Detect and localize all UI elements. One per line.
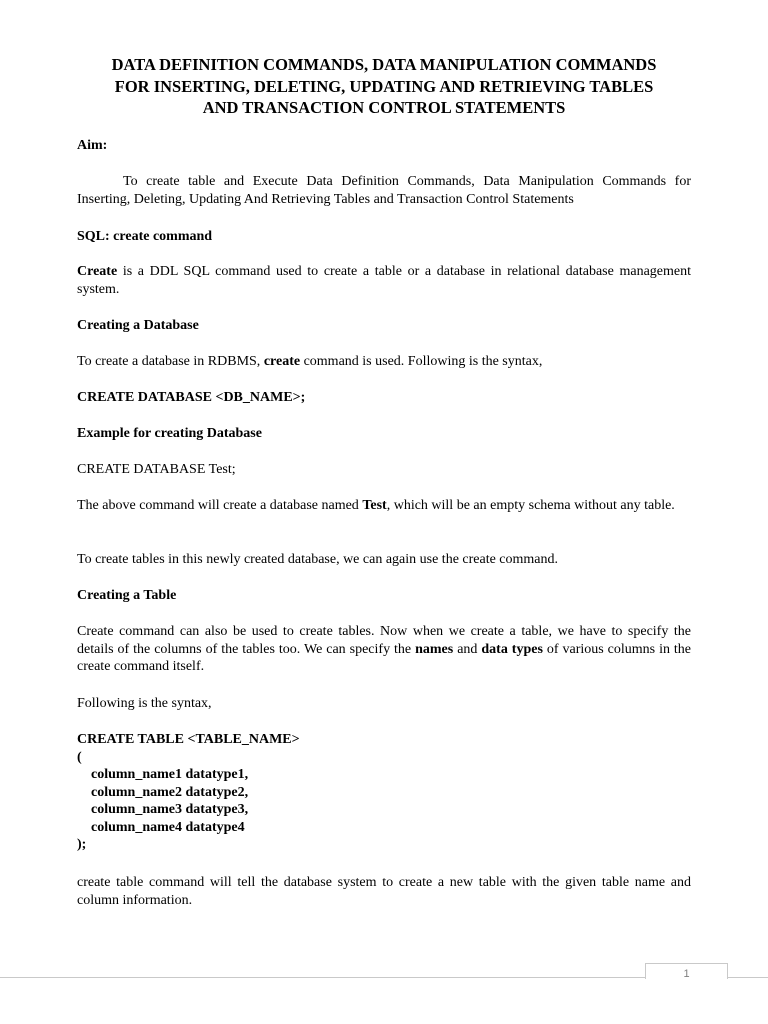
creating-database-heading: Creating a Database — [77, 318, 199, 333]
sql-create-heading: SQL: create command — [77, 229, 213, 244]
example-database-code: CREATE DATABASE Test; — [77, 462, 236, 477]
code-line: column_name2 datatype2, — [91, 784, 249, 800]
create-table-syntax — [77, 731, 691, 854]
creating-table-heading: Creating a Table — [77, 588, 177, 603]
title-line-3: AND TRANSACTION CONTROL STATEMENTS — [202, 98, 566, 117]
creating-database-paragraph: To create a database in RDBMS, create command is used. Following is the syntax, — [77, 354, 543, 369]
code-line: column_name3 datatype3, — [91, 802, 249, 817]
create-database-syntax: CREATE DATABASE <DB_NAME>; — [77, 390, 306, 405]
code-line: CREATE TABLE <TABLE_NAME> — [77, 732, 300, 747]
document-title — [77, 54, 691, 119]
aim-text: To create table and Execute Data Definition Commands, Data Manipulation Commands for Inserting, Deleting, Updating And Retrieving Tables and Transaction Control Statements — [77, 174, 691, 207]
title-line-1: DATA DEFINITION COMMANDS, DATA MANIPULATION COMMANDS — [111, 55, 657, 74]
code-line: column_name4 datatype4 — [91, 819, 245, 835]
creating-table-paragraph: Create command can also be used to create tables. Now when we create a table, we have to specify the details of the columns of the tables too. We can specify the names and data types of various columns in the create command itself. — [77, 624, 692, 674]
sql-create-paragraph: Create is a DDL SQL command used to create a table or a database in relational database management system. — [77, 264, 691, 297]
code-line: ( — [77, 749, 82, 765]
page-number: 1 — [645, 963, 728, 979]
example-database-heading: Example for creating Database — [77, 426, 262, 441]
create-keyword: Create — [77, 264, 118, 279]
code-line: column_name1 datatype1, — [91, 767, 249, 782]
create-tables-note: To create tables in this newly created database, we can again use the create command. — [77, 552, 559, 567]
syntax-intro: Following is the syntax, — [77, 696, 212, 711]
database-explanation: The above command will create a database named Test, which will be an empty schema without any table. — [77, 498, 675, 513]
title-line-2: FOR INSERTING, DELETING, UPDATING AND RETRIEVING TABLES — [114, 76, 654, 96]
code-line: ); — [77, 837, 87, 852]
create-table-explanation: create table command will tell the database system to create a new table with the given table name and column information. — [77, 875, 691, 908]
aim-heading: Aim: — [77, 138, 108, 153]
